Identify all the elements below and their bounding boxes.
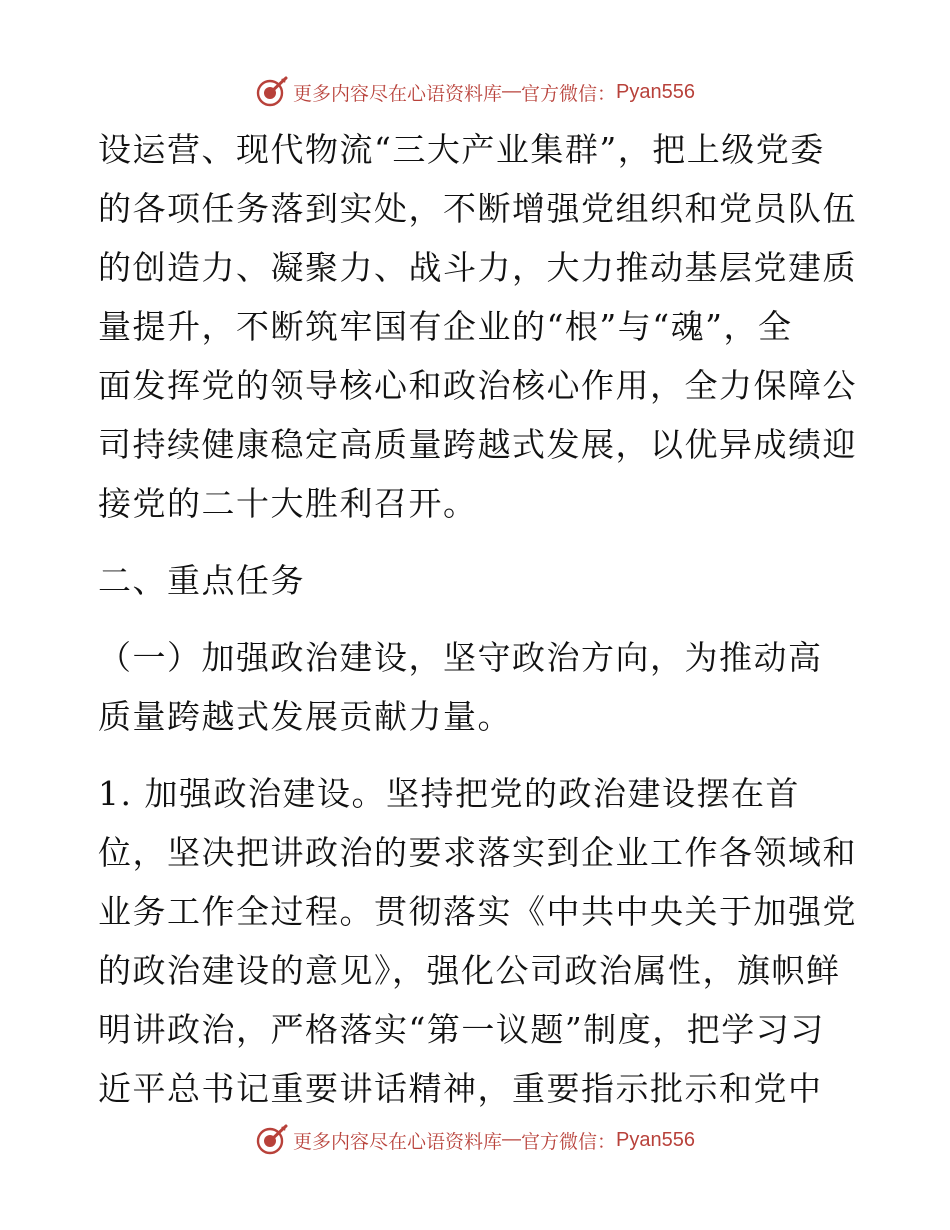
text-line: 明讲政治，严格落实“第一议题”制度，把学习习	[98, 1010, 825, 1049]
header-watermark	[0, 72, 950, 112]
text-line: （一）加强政治建设，坚守政治方向，为推动高	[98, 638, 823, 677]
text-line: 接党的二十大胜利召开。	[98, 484, 478, 523]
text-line: 量提升，不断筑牢国有企业的“根”与“魂”，全	[98, 307, 793, 346]
paragraph-gap	[98, 533, 850, 551]
heading-line: 二、重点任务	[98, 561, 305, 600]
text-line: 设运营、现代物流“三大产业集群”，把上级党委	[98, 130, 825, 169]
text-line: 近平总书记重要讲话精神，重要指示批示和党中	[98, 1069, 823, 1108]
text-line: 质量跨越式发展贡献力量。	[98, 697, 512, 736]
paragraph-gap	[98, 610, 850, 628]
text-line: 位，坚决把讲政治的要求落实到企业工作各领域和	[98, 833, 857, 872]
watermark-text: 更多内容尽在心语资料库	[293, 1130, 503, 1153]
text-line: 面发挥党的领导核心和政治核心作用，全力保障公	[98, 366, 857, 405]
pen-logo-icon	[255, 1123, 289, 1157]
text-line: 司持续健康稳定高质量跨越式发展，以优异成绩迎	[98, 425, 857, 464]
watermark-text: 更多内容尽在心语资料库	[293, 82, 503, 105]
watermark-wechat-id: Pyan556	[616, 80, 695, 103]
paragraph-gap	[98, 746, 850, 764]
text-line: 的政治建设的意见》，强化公司政治属性，旗帜鲜	[98, 951, 841, 990]
paragraph-item-1	[98, 764, 857, 1118]
watermark-wechat-id: Pyan556	[616, 1128, 695, 1151]
footer-watermark	[0, 1120, 950, 1160]
watermark-wechat-label: 官方微信：	[521, 1130, 617, 1153]
pen-logo-icon	[255, 75, 289, 109]
paragraph-intro	[98, 120, 857, 533]
text-line: 的各项任务落到实处，不断增强党组织和党员队伍	[98, 189, 857, 228]
watermark-wechat-label: 官方微信：	[521, 82, 617, 105]
text-line: 1. 加强政治建设。坚持把党的政治建设摆在首	[98, 774, 800, 813]
document-body	[98, 120, 857, 1118]
subsection-heading	[98, 628, 850, 746]
watermark-dash: —	[502, 81, 522, 102]
text-line: 的创造力、凝聚力、战斗力，大力推动基层党建质	[98, 248, 857, 287]
text-line: 业务工作全过程。贯彻落实《中共中央关于加强党	[98, 892, 857, 931]
section-heading	[98, 551, 850, 610]
watermark-dash: —	[502, 1129, 522, 1150]
